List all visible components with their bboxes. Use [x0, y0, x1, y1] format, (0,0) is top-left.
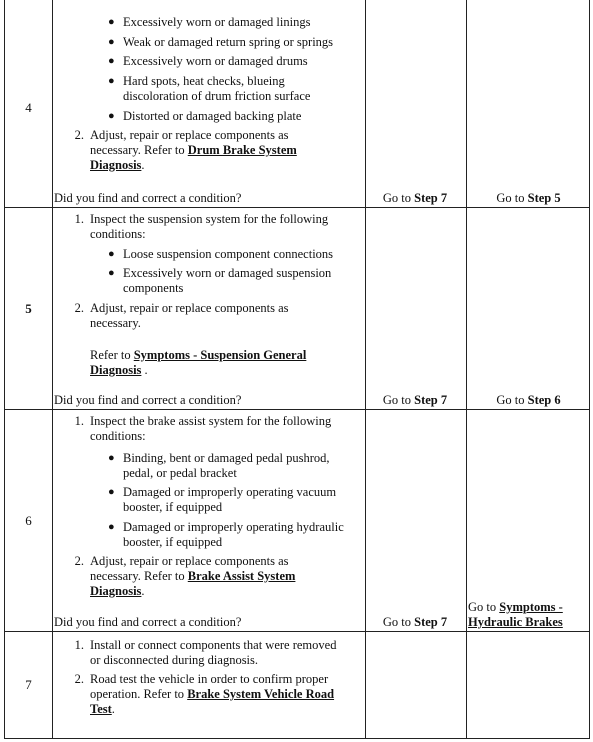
instruction-line: conditions:: [90, 227, 146, 241]
instruction-line: necessary. Refer to Drum Brake System: [90, 143, 297, 157]
list-item: Damaged or improperly operating hydraulic: [123, 520, 344, 534]
instruction-line: Test.: [90, 702, 115, 716]
step-number: 5: [25, 301, 32, 316]
instruction-line: Inspect the brake assist system for the following: [90, 414, 332, 428]
link-step-6[interactable]: Step 6: [527, 393, 561, 407]
link-symptoms-suspension-general-diagnosis[interactable]: Symptoms - Suspension General: [133, 348, 307, 362]
list-item-continued: booster, if equipped: [123, 500, 223, 514]
step-number: 4: [25, 100, 32, 115]
link-symptoms-hydraulic-brakes[interactable]: Hydraulic Brakes: [468, 615, 563, 629]
instruction-line: Diagnosis .: [90, 363, 148, 377]
item-number: 1.: [74, 414, 84, 428]
link-step-7[interactable]: Step 7: [414, 615, 448, 629]
link-drum-brake-system-diagnosis[interactable]: Drum Brake System: [187, 143, 297, 157]
table-row-step-6: [4, 410, 590, 632]
table-row-step-4: [4, 0, 590, 208]
list-item-continued: booster, if equipped: [123, 535, 223, 549]
list-item: Binding, bent or damaged pedal pushrod,: [123, 451, 330, 465]
step-number: 7: [25, 677, 32, 692]
link-symptoms-suspension-general-diagnosis[interactable]: Diagnosis: [90, 363, 142, 377]
item-number: 2.: [74, 128, 84, 142]
bullet-icon: ●: [108, 75, 115, 87]
instruction-line: Inspect the suspension system for the following: [90, 212, 329, 226]
list-item: Damaged or improperly operating vacuum: [123, 485, 337, 499]
instruction-line: necessary. Refer to Brake Assist System: [90, 569, 296, 583]
list-item: Distorted or damaged backing plate: [123, 109, 302, 123]
question-text: Did you find and correct a condition?: [54, 615, 242, 629]
step-number: 6: [25, 513, 32, 528]
instruction-line: Diagnosis.: [90, 158, 145, 172]
bullet-icon: ●: [108, 16, 115, 28]
link-brake-assist-system-diagnosis[interactable]: Brake Assist System: [187, 569, 296, 583]
item-number: 2.: [74, 672, 84, 686]
item-number: 1.: [74, 638, 84, 652]
list-item: Weak or damaged return spring or springs: [123, 35, 334, 49]
bullet-icon: ●: [108, 521, 115, 533]
link-brake-assist-system-diagnosis[interactable]: Diagnosis: [90, 584, 142, 598]
list-item: Hard spots, heat checks, blueing: [123, 74, 285, 88]
item-number: 1.: [74, 212, 84, 226]
link-brake-system-vehicle-road-test[interactable]: Brake System Vehicle Road: [187, 687, 335, 701]
link-drum-brake-system-diagnosis[interactable]: Diagnosis: [90, 158, 142, 172]
instruction-line: Adjust, repair or replace components as: [90, 128, 289, 142]
instruction-line: operation. Refer to Brake System Vehicle Road: [90, 687, 335, 701]
bullet-icon: ●: [108, 36, 115, 48]
table-row-step-7: [4, 632, 590, 739]
bullet-icon: ●: [108, 248, 115, 260]
instruction-line: conditions:: [90, 429, 146, 443]
list-item: Excessively worn or damaged suspension: [123, 266, 332, 280]
item-number: 2.: [74, 301, 84, 315]
bullet-icon: ●: [108, 267, 115, 279]
no-action: Go to Step 5: [496, 191, 561, 205]
yes-action: Go to Step 7: [382, 191, 448, 205]
link-step-7[interactable]: Step 7: [414, 393, 448, 407]
bullet-icon: ●: [108, 486, 115, 498]
link-step-5[interactable]: Step 5: [527, 191, 561, 205]
link-brake-system-vehicle-road-test[interactable]: Test: [90, 702, 112, 716]
instruction-line: Refer to Symptoms - Suspension General: [90, 348, 307, 362]
yes-action: Go to Step 7: [382, 615, 448, 629]
no-action: Go to Symptoms - Hydraulic Brakes: [468, 600, 563, 629]
instruction-line: Diagnosis.: [90, 584, 145, 598]
instruction-line: necessary.: [90, 316, 141, 330]
list-item-continued: pedal, or pedal bracket: [123, 466, 237, 480]
question-text: Did you find and correct a condition?: [54, 191, 242, 205]
list-item: Excessively worn or damaged drums: [123, 54, 308, 68]
bullet-icon: ●: [108, 110, 115, 122]
question-text: Did you find and correct a condition?: [54, 393, 242, 407]
link-symptoms-hydraulic-brakes[interactable]: Symptoms -: [499, 600, 563, 614]
list-item-continued: discoloration of drum friction surface: [123, 89, 311, 103]
no-action: Go to Step 6: [496, 393, 561, 407]
yes-action: Go to Step 7: [382, 393, 448, 407]
list-item: Loose suspension component connections: [123, 247, 334, 261]
bullet-icon: ●: [108, 452, 115, 464]
list-item-continued: components: [123, 281, 184, 295]
item-number: 2.: [74, 554, 84, 568]
instruction-line: Adjust, repair or replace components as: [90, 554, 289, 568]
instruction-line: Road test the vehicle in order to confirm proper: [90, 672, 329, 686]
table-row-step-5: [4, 208, 590, 410]
bullet-icon: ●: [108, 55, 115, 67]
instruction-line: or disconnected during diagnosis.: [90, 653, 259, 667]
link-step-7[interactable]: Step 7: [414, 191, 448, 205]
instruction-line: Adjust, repair or replace components as: [90, 301, 289, 315]
list-item: Excessively worn or damaged linings: [123, 15, 311, 29]
instruction-line: Install or connect components that were removed: [90, 638, 337, 652]
